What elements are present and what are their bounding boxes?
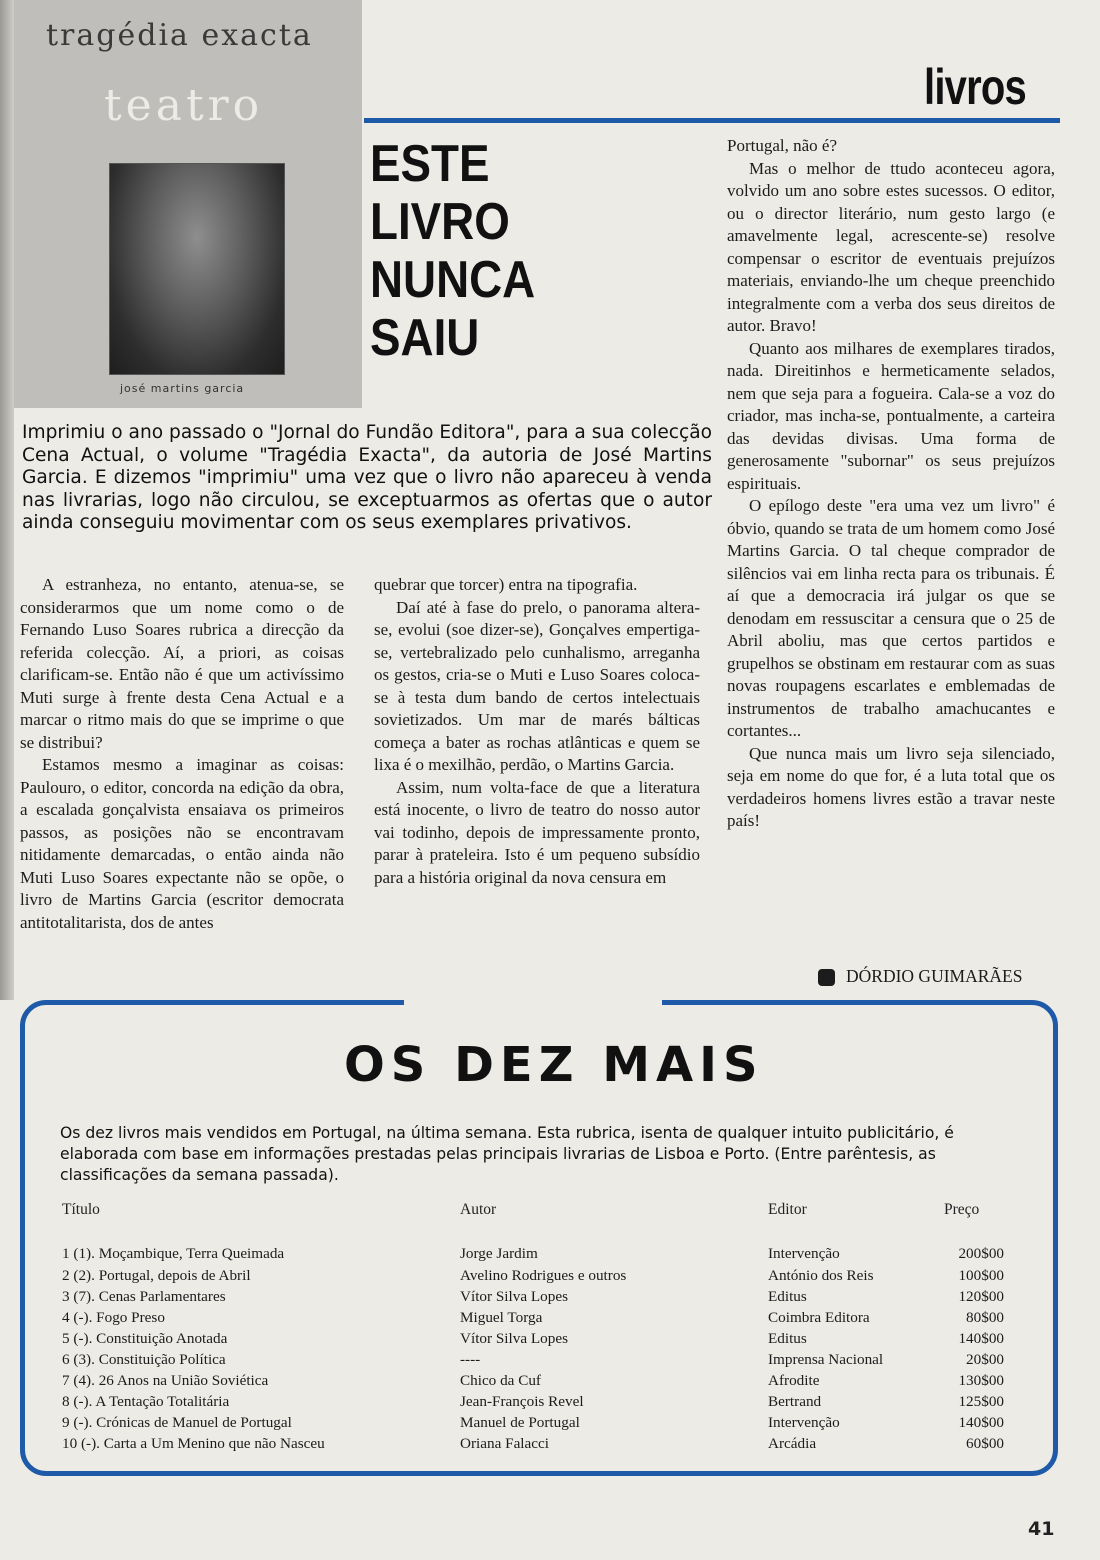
row-price: 200$00 — [958, 1245, 1004, 1262]
row-publisher: António dos Reis — [768, 1267, 874, 1284]
paragraph: O epílogo deste "era uma vez um livro" é óbvio, quando se trata de um homem como José Martins Garcia. O tal cheque comprador de silêncios vai em linha recta para os tribunais. É aí que a democracia irá julgar os que se denodam em ressuscitar a censura que o 25 de Abril aboliu, mas que certos partidos e grupelhos se obstinam em restaurar com as suas novas roupagens escarlates e emblemadas de instrumentos de trabalho amachucantes e cortantes... — [727, 496, 1055, 740]
paragraph: Assim, num volta-face de que a literatura está inocente, o livro de teatro do nosso autor vai todinho, depois de impressamente pronto, parar à prateleira. Isto é um pequeno subsídio para a história original da nova censura em — [374, 777, 700, 887]
headline — [370, 135, 558, 367]
row-author: Vítor Silva Lopes — [460, 1330, 568, 1347]
row-title: 5 (-). Constituição Anotada — [62, 1330, 228, 1347]
row-title: 10 (-). Carta a Um Menino que não Nasceu — [62, 1435, 325, 1452]
row-title: 9 (-). Crónicas de Manuel de Portugal — [62, 1414, 292, 1431]
row-publisher: Intervenção — [768, 1245, 840, 1262]
row-title: 1 (1). Moçambique, Terra Queimada — [62, 1245, 285, 1262]
portrait-caption: josé martins garcia — [120, 382, 245, 395]
paragraph: Portugal, não é? — [727, 136, 837, 155]
page-edge — [0, 0, 14, 1000]
section-label: livros — [924, 59, 1026, 115]
paragraph: quebrar que torcer) entra na tipografia. — [374, 575, 638, 594]
row-title: 4 (-). Fogo Preso — [62, 1309, 165, 1326]
cover-subtitle: teatro — [104, 80, 264, 131]
headline-line: SAIU — [370, 309, 480, 367]
headline-line: NUNCA — [370, 251, 536, 309]
row-publisher: Bertrand — [768, 1393, 822, 1410]
row-price: 80$00 — [966, 1309, 1004, 1326]
box-title: OS DEZ MAIS — [344, 1037, 764, 1093]
row-price: 60$00 — [966, 1435, 1004, 1452]
row-publisher: Intervenção — [768, 1414, 840, 1431]
row-author: Avelino Rodrigues e outros — [460, 1267, 627, 1284]
row-publisher: Imprensa Nacional — [768, 1351, 884, 1368]
lead-paragraph: Imprimiu o ano passado o "Jornal do Fundão Editora", para a sua colecção Cena Actual, o volume "Tragédia Exacta", da autoria de José Martins Garcia. E dizemos "imprimiu" uma vez que o livro não apareceu à venda nas livrarias, logo não circulou, se exceptuarmos as ofertas que o autor ainda conseguiu movimentar com os seus exemplares privativos. — [22, 422, 712, 534]
row-author: Oriana Falacci — [460, 1435, 549, 1452]
header-price: Preço — [944, 1201, 980, 1218]
row-title: 2 (2). Portugal, depois de Abril — [62, 1267, 251, 1284]
paragraph: Daí até à fase do prelo, o panorama altera-se, evolui (soe dizer-se), Gonçalves empertiga-se, vertebralizado pelo cunhalismo, arreganha os gestos, cria-se o Muti e Luso Soares coloca-se à testa dum bando de certos intelectuais sovietizados. Um mar de marés bálticas começa a bater as rochas atlânticas e quem se lixa é o mexilhão, perdão, o Martins Garcia. — [374, 597, 700, 774]
paragraph: Estamos mesmo a imaginar as coisas: Paulouro, o editor, concorda na edição da obra, a escalada gonçalvista ensaiava os primeiros passos, as posições não se encontravam nitidamente demarcadas, o então ainda não Muti Luso Soares expectante não se opõe, o livro de Martins Garcia (escritor democrata antitotalitarista, dos de antes — [20, 755, 344, 932]
row-title: 3 (7). Cenas Parlamentares — [62, 1288, 226, 1305]
section-rule — [364, 118, 1060, 123]
row-price: 140$00 — [958, 1414, 1004, 1431]
box-intro: Os dez livros mais vendidos em Portugal, na última semana. Esta rubrica, isenta de qualquer intuito publicitário, é elaborada com base em informações prestadas pelas principais livrarias de Lisboa e Porto. (Entre parêntesis, as classificações da semana passada). — [60, 1124, 954, 1184]
headline-line: ESTE — [370, 135, 490, 193]
row-publisher: Arcádia — [768, 1435, 817, 1452]
row-author: Miguel Torga — [460, 1309, 543, 1326]
header-author: Autor — [460, 1201, 497, 1218]
row-publisher: Afrodite — [768, 1372, 820, 1389]
row-price: 100$00 — [958, 1267, 1004, 1284]
paragraph: Quanto aos milhares de exemplares tirados, nada. Direitinhos e hermeticamente selados, nem que seja para a fogueira. Cala-se a voz do criador, mas incha-se, pontualmente, a carteira das devidas divisas. Uma forma de generosamente "subornar" os seus prejuízos espirituais. — [727, 338, 1055, 493]
byline-bullet-icon — [818, 969, 835, 986]
row-title: 7 (4). 26 Anos na União Soviética — [62, 1372, 269, 1389]
byline: DÓRDIO GUIMARÃES — [846, 966, 1023, 986]
article-column-1 — [20, 574, 344, 934]
row-author: ---- — [460, 1351, 481, 1368]
cover-title: tragédia exacta — [46, 18, 313, 53]
row-author: Jean-François Revel — [460, 1393, 584, 1410]
row-author: Vítor Silva Lopes — [460, 1288, 568, 1305]
row-price: 130$00 — [958, 1372, 1004, 1389]
book-cover — [14, 0, 362, 408]
article-column-2 — [374, 574, 700, 889]
paragraph: A estranheza, no entanto, atenua-se, se considerarmos que um nome como o de Fernando Luso Soares rubrica a direcção da referida colecção. Aí, a priori, as coisas clarificam-se. Então não é que um activíssimo Muti surge à frente desta Cena Actual e a marcar o ritmo mais do que se imprime o que se distribui? — [20, 575, 344, 752]
row-price: 120$00 — [958, 1288, 1004, 1305]
row-price: 140$00 — [958, 1330, 1004, 1347]
row-publisher: Editus — [768, 1288, 807, 1305]
row-author: Chico da Cuf — [460, 1372, 541, 1389]
row-title: 6 (3). Constituição Política — [62, 1351, 226, 1368]
row-title: 8 (-). A Tentação Totalitária — [62, 1393, 230, 1410]
row-price: 20$00 — [966, 1351, 1004, 1368]
page-number: 41 — [1028, 1518, 1055, 1540]
paragraph: Mas o melhor de ttudo aconteceu agora, volvido um ano sobre estes sucessos. O editor, ou o director literário, num gesto largo (e amavelmente legal, acrescente-se) resolve compensar o escritor de eventuais prejuízos materiais, enviando-lhe um cheque preenchido integralmente com a verba dos seus direitos de autor. Bravo! — [727, 158, 1055, 335]
paragraph: Que nunca mais um livro seja silenciado, seja em nome do que for, é a luta total que os verdadeiros homens livres estão a travar neste país! — [727, 743, 1055, 830]
row-author: Manuel de Portugal — [460, 1414, 580, 1431]
row-author: Jorge Jardim — [460, 1245, 538, 1262]
header-publisher: Editor — [768, 1201, 807, 1218]
headline-line: LIVRO — [370, 193, 510, 251]
header-title: Título — [62, 1201, 100, 1218]
box-border-gap — [404, 994, 662, 1008]
row-publisher: Editus — [768, 1330, 807, 1347]
row-publisher: Coimbra Editora — [768, 1309, 870, 1326]
row-price: 125$00 — [958, 1393, 1004, 1410]
article-column-3 — [727, 135, 1055, 833]
author-portrait — [109, 163, 285, 375]
